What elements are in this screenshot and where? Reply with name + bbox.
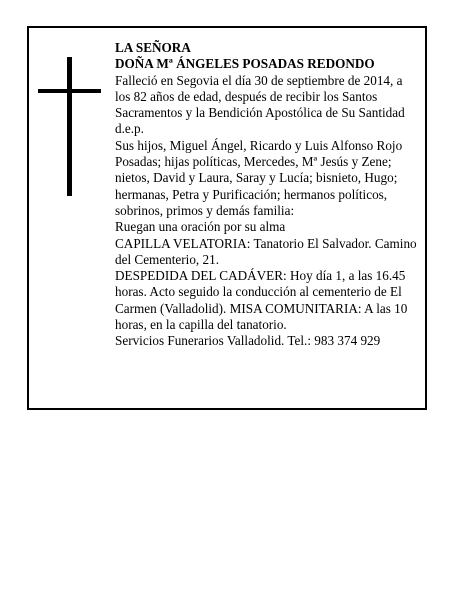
notice-text: [115, 40, 421, 350]
obituary-notice: [27, 26, 427, 410]
funeral-services: Servicios Funerarios Valladolid. Tel.: 983 374 929: [115, 333, 381, 349]
prayer-request: Ruegan una oración por su alma: [115, 219, 286, 235]
notice-title: LA SEÑORA: [115, 40, 191, 55]
cross-horizontal-bar: [38, 89, 101, 93]
chapel-info: CAPILLA VELATORIA: Tanatorio El Salvador. Camino del Cementerio, 21.: [115, 235, 417, 267]
deceased-name: DOÑA Mª ÁNGELES POSADAS REDONDO: [115, 56, 375, 72]
family-list: Sus hijos, Miguel Ángel, Ricardo y Luis Alfonso Rojo Posadas; hijas políticas, Mercedes, Mª Jesús y Zene; nietos, David y Laura, Saray y Lucía; bisnieto, Hugo; hermanas, Petra y Purificación; hermanos políticos, sobrinos, primos y demás familia:: [115, 137, 403, 218]
dep-text: d.e.p.: [115, 121, 144, 137]
farewell-info: DESPEDIDA DEL CADÁVER: Hoy día 1, a las 16.45 horas. Acto seguido la conducción al cementerio de El Carmen (Valladolid). MISA COMUNITARIA: A las 10 horas, en la capilla del tanatorio.: [115, 268, 408, 333]
cross-vertical-bar: [67, 57, 72, 196]
death-info: Falleció en Segovia el día 30 de septiembre de 2014, a los 82 años de edad, después de recibir los Santos Sacramentos y la Bendición Apostólica de Su Santidad: [115, 72, 405, 121]
